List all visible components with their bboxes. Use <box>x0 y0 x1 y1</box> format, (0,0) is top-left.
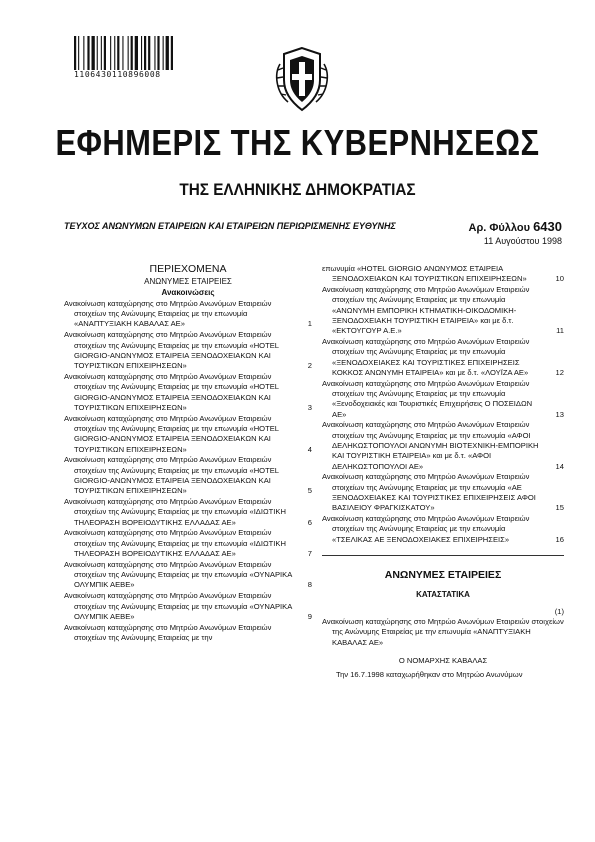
statutes-heading: ΚΑΤΑΣΤΑΤΙΚΑ <box>416 590 470 600</box>
toc-entry-text: Ανακοίνωση καταχώρησης στο Μητρώο Ανωνύμων Εταιρειών στοιχείων της Ανώνυμης Εταιρείας με την επωνυμία «HOTEL GIORGIO-ΑΝΩΝΥΜΟΣ ΕΤΑΙΡΕΙΑ ΞΕΝΟΔΟΧΕΙΑΚΩΝ ΚΑΙ ΤΟΥΡΙΣΤΙΚΩΝ ΕΠΙΧΕΙΡΗΣΕΩΝ» <box>64 371 279 412</box>
toc-entry-page: 16 <box>555 534 564 544</box>
toc-entry <box>64 330 312 371</box>
toc-entry <box>64 414 312 455</box>
toc-entry <box>64 623 312 644</box>
sheet-label: Αρ. Φύλλου <box>468 222 531 234</box>
toc-entry-page: 7 <box>307 549 312 559</box>
toc-left-column <box>64 264 312 644</box>
toc-entry-text: Ανακοίνωση καταχώρησης στο Μητρώο Ανωνύμων Εταιρειών στοιχείων της Ανώνυμης Εταιρείας με την επωνυμία «ΞΕΝΟΔΟΧΕΙΑΚΕΣ ΚΑΙ ΤΟΥΡΙΣΤΙΚΕΣ ΕΠΙΧΕΙΡΗΣΕΙΣ ΚΟΚΚΟΣ ΑΝΩΝΥΜΗ ΕΤΑΙΡΕΙΑ» και με δ.τ. «ΛΟΥΪΖΑ ΑΕ» <box>322 337 530 377</box>
toc-entry-text: Ανακοίνωση καταχώρησης στο Μητρώο Ανωνύμων Εταιρειών στοιχείων της Ανώνυμης Εταιρείας με την <box>64 622 272 642</box>
prefect-title: Ο ΝΟΜΑΡΧΗΣ ΚΑΒΑΛΑΣ <box>398 655 488 665</box>
barcode-number: 1106430110896008 <box>74 70 161 79</box>
toc-section: ΑΝΩΝΥΜΕΣ ΕΤΑΙΡΕΙΕΣ <box>144 277 232 287</box>
body-announcement-text: Ανακοίνωση καταχώρησης στο Μητρώο Ανωνύμων Εταιρειών στοιχείων της Ανώνυμης Εταιρείας με την επωνυμία «ΑΝΑΠΤΥΞΙΑΚΗ ΚΑΒΑΛΑΣ ΑΕ» <box>322 616 564 647</box>
toc-entry <box>64 528 312 559</box>
toc-entry-text: Ανακοίνωση καταχώρησης στο Μητρώο Ανωνύμων Εταιρειών στοιχείων της Ανώνυμης Εταιρείας με την επωνυμία «ΟΥΝΑΡΙΚΑ ΟΛΥΜΠΙΚ ΑΕΒΕ» <box>64 591 292 621</box>
toc-subsection: Ανακοινώσεις <box>161 287 215 297</box>
toc-entry <box>64 497 312 528</box>
toc-entry-text: Ανακοίνωση καταχώρησης στο Μητρώο Ανωνύμων Εταιρειών στοιχείων της Ανώνυμης Εταιρείας με την επωνυμία «ΙΔΙΩΤΙΚΗ ΤΗΛΕΟΡΑΣΗ ΒΟΡΕΙΟΔΥΤΙΚΗΣ ΕΛΛΑΔΑΣ ΑΕ» <box>64 528 286 559</box>
toc-entry-text: Ανακοίνωση καταχώρησης στο Μητρώο Ανωνύμων Εταιρειών στοιχείων της Ανώνυμης Εταιρείας με την επωνυμία «ΑΦΟΙ ΔΕΛΗΚΩΣΤΟΠΟΥΛΟΙ ΑΝΩΝΥΜΗ ΒΙΟΤΕΧΝΙΚΗ-ΕΜΠΟΡΙΚΗ ΚΑΙ ΤΟΥΡΙΣΤΙΚΗ ΕΤΑΙΡΕΙΑ» και με δ.τ. «ΑΦΟΙ ΔΕΛΗΚΩΣΤΟΠΟΥΛΟΙ ΑΕ» <box>322 420 539 471</box>
toc-entry <box>322 285 564 336</box>
toc-entry-page: 4 <box>307 444 312 454</box>
toc-entry-page: 11 <box>556 326 564 336</box>
body-section-heading: ΑΝΩΝΥΜΕΣ ΕΤΑΙΡΕΙΕΣ <box>384 569 502 582</box>
coat-of-arms-icon <box>272 44 332 114</box>
toc-entry-text: Ανακοίνωση καταχώρησης στο Μητρώο Ανωνύμων Εταιρειών στοιχείων της Ανώνυμης Εταιρείας με την επωνυμία «ΑΝΩΝΥΜΗ ΕΜΠΟΡΙΚΗ ΚΤΗΜΑΤΙΚΗ-ΟΙΚΟΔΟΜΙΚΗ-ΞΕΝΟΔΟΧΕΙΑΚΗ ΤΟΥΡΙΣΤΙΚΗ ΕΤΑΙΡΕΙΑ» και με δ.τ. «ΕΚΤΟΥΓΟΥΡ Α.Ε.» <box>322 285 530 336</box>
toc-entry-page: 8 <box>307 580 312 590</box>
toc-entry <box>322 472 564 513</box>
toc-entry-text: Ανακοίνωση καταχώρησης στο Μητρώο Ανωνύμων Εταιρειών στοιχείων της Ανώνυμης Εταιρείας με την επωνυμία «ΤΣΕΛΙΚΑΣ ΑΕ ΞΕΝΟΔΟΧΕΙΑΚΕΣ ΕΠΙΧΕΙΡΗΣΕΙΣ» <box>322 514 530 544</box>
toc-entry-text: Ανακοίνωση καταχώρησης στο Μητρώο Ανωνύμων Εταιρειών στοιχείων της Ανώνυμης Εταιρείας με την επωνυμία «ΑΝΑΠΤΥΞΙΑΚΗ ΚΑΒΑΛΑΣ ΑΕ» <box>64 298 272 329</box>
toc-entry <box>322 379 564 420</box>
toc-entry-text: Ανακοίνωση καταχώρησης στο Μητρώο Ανωνύμων Εταιρειών στοιχείων της Ανώνυμης Εταιρείας με την επωνυμία «Ξενοδοχειακές και Τουριστικές Επιχειρήσεις Ο ΠΟΣΕΙΔΩΝ ΑΕ» <box>322 378 533 419</box>
toc-entry-page: 14 <box>555 461 564 471</box>
toc-title: ΠΕΡΙΕΧΟΜΕΝΑ <box>149 263 227 275</box>
body-announcement <box>322 617 564 648</box>
toc-entry-page: 2 <box>307 361 312 371</box>
barcode <box>74 36 214 70</box>
sheet-number-block <box>469 219 563 234</box>
gazette-title: ΕΦΗΜΕΡΙΣ ΤΗΣ ΚΥΒΕΡΝΗΣΕΩΣ <box>55 122 540 163</box>
toc-entry <box>64 372 312 413</box>
toc-entry-page: 12 <box>555 367 564 377</box>
toc-entry-text: Ανακοίνωση καταχώρησης στο Μητρώο Ανωνύμων Εταιρειών στοιχείων της Ανώνυμης Εταιρείας με την επωνυμία «HOTEL GIORGIO-ΑΝΩΝΥΜΟΣ ΕΤΑΙΡΕΙΑ ΞΕΝΟΔΟΧΕΙΑΚΩΝ ΚΑΙ ΤΟΥΡΙΣΤΙΚΩΝ ΕΠΙΧΕΙΡΗΣΕΩΝ» <box>64 455 279 496</box>
toc-entry <box>322 420 564 471</box>
issue-type: ΤΕΥΧΟΣ ΑΝΩΝΥΜΩΝ ΕΤΑΙΡΕΙΩΝ ΚΑΙ ΕΤΑΙΡΕΙΩΝ ΠΕΡΙΩΡΙΣΜΕΝΗΣ ΕΥΘΥΝΗΣ <box>64 221 396 231</box>
toc-entry-page: 1 <box>307 319 312 329</box>
toc-entry <box>64 455 312 496</box>
toc-right-list <box>322 264 564 545</box>
toc-entry-text: επωνυμία «HOTEL GIORGIO ΑΝΩΝΥΜΟΣ ΕΤΑΙΡΕΙΑ ΞΕΝΟΔΟΧΕΙΑΚΩΝ ΚΑΙ ΤΟΥΡΙΣΤΙΚΩΝ ΕΠΙΧΕΙΡΗΣΕΩΝ» <box>322 264 527 284</box>
toc-entry-text: Ανακοίνωση καταχώρησης στο Μητρώο Ανωνύμων Εταιρειών στοιχείων της Ανώνυμης Εταιρείας με την επωνυμία «HOTEL GIORGIO-ΑΝΩΝΥΜΟΣ ΕΤΑΙΡΕΙΑ ΞΕΝΟΔΟΧΕΙΑΚΩΝ ΚΑΙ ΤΟΥΡΙΣΤΙΚΩΝ ΕΠΙΧΕΙΡΗΣΕΩΝ» <box>64 330 279 371</box>
toc-left-list <box>64 299 312 643</box>
body-paragraph: Την 16.7.1998 καταχωρήθηκαν στο Μητρώο Ανωνύμων <box>336 670 523 680</box>
toc-entry <box>322 337 564 378</box>
toc-right-column <box>322 264 564 680</box>
toc-entry-page: 9 <box>307 611 312 621</box>
issue-line <box>64 221 562 235</box>
toc-entry-text: Ανακοίνωση καταχώρησης στο Μητρώο Ανωνύμων Εταιρειών στοιχείων της Ανώνυμης Εταιρείας με την επωνυμία «ΙΔΙΩΤΙΚΗ ΤΗΛΕΟΡΑΣΗ ΒΟΡΕΙΟΔΥΤΙΚΗΣ ΕΛΛΑΔΑΣ ΑΕ» <box>64 497 286 527</box>
gazette-subtitle: ΤΗΣ ΕΛΛΗΝΙΚΗΣ ΔΗΜΟΚΡΑΤΙΑΣ <box>179 180 416 199</box>
toc-entry <box>322 514 564 545</box>
toc-entry-text: Ανακοίνωση καταχώρησης στο Μητρώο Ανωνύμων Εταιρειών στοιχείων της Ανώνυμης Εταιρείας με την επωνυμία «HOTEL GIORGIO-ΑΝΩΝΥΜΟΣ ΕΤΑΙΡΕΙΑ ΞΕΝΟΔΟΧΕΙΑΚΩΝ ΚΑΙ ΤΟΥΡΙΣΤΙΚΩΝ ΕΠΙΧΕΙΡΗΣΕΩΝ» <box>64 413 279 454</box>
toc-entry <box>64 299 312 330</box>
toc-entry <box>322 264 564 285</box>
toc-entry-page: 15 <box>555 503 564 513</box>
reference-number: (1) <box>554 606 564 616</box>
toc-entry <box>64 591 312 622</box>
section-divider <box>322 555 564 580</box>
issue-date: 11 Αυγούστου 1998 <box>483 236 562 246</box>
toc-entry-page: 3 <box>307 402 312 412</box>
sheet-number: 6430 <box>533 219 562 234</box>
toc-entry-page: 6 <box>307 517 312 527</box>
toc-entry <box>64 560 312 591</box>
toc-entry-page: 5 <box>307 486 312 496</box>
toc-entry-text: Ανακοίνωση καταχώρησης στο Μητρώο Ανωνύμων Εταιρειών στοιχείων της Ανώνυμης Εταιρείας με την επωνυμία «ΟΥΝΑΡΙΚΑ ΟΛΥΜΠΙΚ ΑΕΒΕ» <box>64 559 292 590</box>
toc-entry-page: 13 <box>555 409 564 419</box>
toc-entry-page: 10 <box>555 274 564 284</box>
toc-entry-text: Ανακοίνωση καταχώρησης στο Μητρώο Ανωνύμων Εταιρειών στοιχείων της Ανώνυμης Εταιρείας με την επωνυμία «ΑΕ ΞΕΝΟΔΟΧΕΙΑΚΕΣ ΚΑΙ ΤΟΥΡΙΣΤΙΚΕΣ ΕΠΙΧΕΙΡΗΣΕΙΣ ΑΦΟΙ ΒΑΣΙΛΕΙΟΥ ΦΡΑΓΚΙΣΚΑΤΟΥ» <box>322 472 536 513</box>
